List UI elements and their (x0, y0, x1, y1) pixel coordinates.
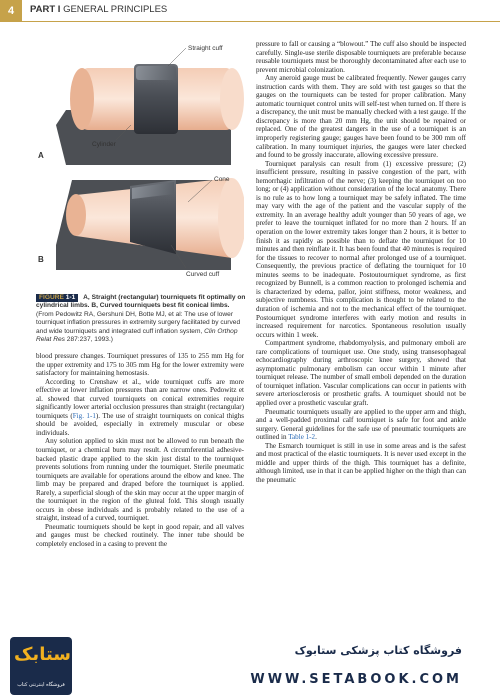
caption-source: (From Pedowitz RA, Gershuni DH, Botte MJ, et al: The use of lower tourniquet inflation pressures in extremity surgery facilitated by curved and wide tourniquets and integrated cuff inflation system, (36, 310, 241, 335)
caption-tail: 287:237, 1993.) (66, 336, 113, 344)
header-rule (22, 21, 500, 22)
paragraph: According to Crenshaw et al., wide tourniquet cuffs are more effective at lower inflation pressures than are narrow ones. Pedowitz et al. showed that curved tourniquets on conical extremities require significantly lower arterial occlusion pressures than straight (rectangular) tourniquets (Fig. 1-1). The use of straight tourniquets on conical thighs should be avoided, especially in extremely muscular or obese individuals. (36, 377, 245, 437)
caption-journal: Clin Orthop Relat Res (36, 327, 238, 344)
store-logo-text: ستابک (14, 644, 71, 665)
store-watermark (0, 632, 500, 700)
label-cylinder: Cylinder (92, 141, 116, 148)
paragraph: The Esmarch tourniquet is still in use in some areas and is the safest and most practical of the elastic tourniquets. It is never used except in the middle and upper thirds of the thigh. This tourniquet has a definite, although limited, use in that it can be applied higher on the thigh than can the pneumatic (256, 441, 466, 484)
section-label: GENERAL PRINCIPLES (63, 4, 168, 15)
page-header (0, 0, 500, 22)
running-head (30, 4, 167, 15)
caption-bold: A, Straight (rectangular) tourniquets fit optimally on cylindrical limbs. B, Curved tourniquets best fit conical limbs. (36, 294, 246, 310)
figure-tag: FIGURE 1-1 (36, 294, 78, 302)
figure-1-1 (36, 30, 244, 286)
label-straight-cuff: Straight cuff (188, 45, 223, 52)
left-column (36, 352, 244, 549)
panel-letter-a: A (38, 151, 44, 160)
store-logo-sub: فروشگاه اینترنتی کتاب (17, 682, 65, 688)
paragraph: Pneumatic tourniquets usually are applied to the upper arm and thigh, and a well-padded proximal calf tourniquet is safe for foot and ankle surgery. General guidelines for the safe use of pneumatic tourniquets are outlined in Table 1-2. (256, 407, 466, 442)
paragraph: Any aneroid gauge must be calibrated frequently. Newer gauges carry instruction cards with them. They are sold with test gauges so that the gauges on the tourniquets can be tested for proper calibration. Many automatic tourniquet control units will self-test when turned on. If there is a discrepancy, the unit must be manually checked with a test gauge. If the discrepancy is more than 20 mm Hg, the unit should be repaired or replaced. One of the greatest dangers in the use of a tourniquet is an improperly registering gauge; gauges have been found to be 300 mm off calibration. In many tourniquet injuries, the gauges were later checked and found to be grossly inaccurate, allowing excessive pressure. (256, 74, 467, 160)
figure-caption (36, 294, 246, 344)
label-curved-cuff: Curved cuff (186, 271, 220, 278)
panel-b (56, 178, 244, 270)
paragraph: Pneumatic tourniquets should be kept in good repair, and all valves and gauges must be checked routinely. The inner tube should be completely enclosed in a casing to prevent the (36, 522, 244, 549)
panel-a (56, 48, 244, 165)
paragraph: Compartment syndrome, rhabdomyolysis, and pulmonary emboli are rare complications of tourniquet use. One study, using transesophageal echocardiography during arthroscopic knee surgery, showed that asymptomatic pulmonary embolism can occur within 1 minute after tourniquet release. The number of small emboli depended on the duration of tourniquet inflation. Vascular complications can occur in patients with severe arteriosclerosis or prosthetic grafts. A tourniquet should not be applied over a prosthetic vascular graft. (256, 339, 466, 407)
paragraph: pressure to fall or causing a “blowout.” The cuff also should be inspected carefully. Single-use sterile disposable tourniquets are preferable because reusable tourniquets must be thoroughly decontaminated after each use to prevent microbial colonization. (256, 40, 466, 74)
store-url[interactable]: WWW.SETABOOK.COM (250, 672, 462, 687)
table-link[interactable]: Table 1-2 (288, 433, 316, 442)
figure-link[interactable]: Fig. 1-1 (72, 411, 96, 420)
paragraph: blood pressure changes. Tourniquet pressures of 135 to 255 mm Hg for the upper extremity and 175 to 305 mm Hg for the lower extremity were satisfactory for maintaining hemostasis. (36, 352, 244, 378)
right-column (256, 40, 466, 484)
store-name: فروشگاه کتاب پزشکی ستابوک (294, 644, 462, 657)
part-label: PART I (30, 4, 61, 15)
label-cone: Cone (214, 176, 230, 183)
paragraph: Tourniquet paralysis can result from (1) excessive pressure; (2) insufficient pressure, resulting in passive congestion of the part, with hemorrhagic infiltration of the nerve; (3) keeping the tourniquet on too long; or (4) application without consideration of the local anatomy. There is no rule as to how long a tourniquet may be safely inflated. The time may vary with the age of the patient and the vascular supply of the extremity. In an average healthy adult younger than 50 years of age, we prefer to leave the tourniquet inflated for no more than 2 hours. If an operation on the lower extremity takes longer than 2 hours, it is better to finish it as rapidly as possible than to deflate the tourniquet for 10 minutes and then reinflate it. It has been found that 40 minutes is required for the tissues to recover to normal after prolonged use of a tourniquet. Consequently, the previous practice of deflating the tourniquet for 10 minutes seems to be inadequate. Postoutourniquet syndrome, as first recognized by Bunnell, is a common reaction to prolonged ischemia and is characterized by edema, pallor, joint stiffness, motor weakness, and subjective numbness. This complication is thought to be related to the duration of ischemia and not to the mechanical effect of the tourniquet. Postourniquet syndrome interferes with early motion and results in increased requirement for narcotics. Spontaneous resolution usually occurs within 1 week. (256, 159, 466, 339)
page-number: 4 (0, 0, 22, 22)
panel-letter-b: B (38, 255, 44, 264)
paragraph: Any solution applied to skin must not be allowed to run beneath the tourniquet, or a chemical burn may result. A circumferential adhesive-backed plastic drape applied to the skin just distal to the tourniquet prevents solutions from running under the tourniquet. Sterile pneumatic tourniquets are available for operations around the elbow and knee. The limb may be prepared and draped before the tourniquet is applied. Rarely, a superficial slough of the skin may occur at the upper margin of the tourniquet in the region of the gluteal fold. This slough usually occurs in obese individuals and is probably related to the use of a straight, instead of a curved, tourniquet. (36, 437, 244, 523)
tourniquet-illustration (36, 30, 244, 286)
